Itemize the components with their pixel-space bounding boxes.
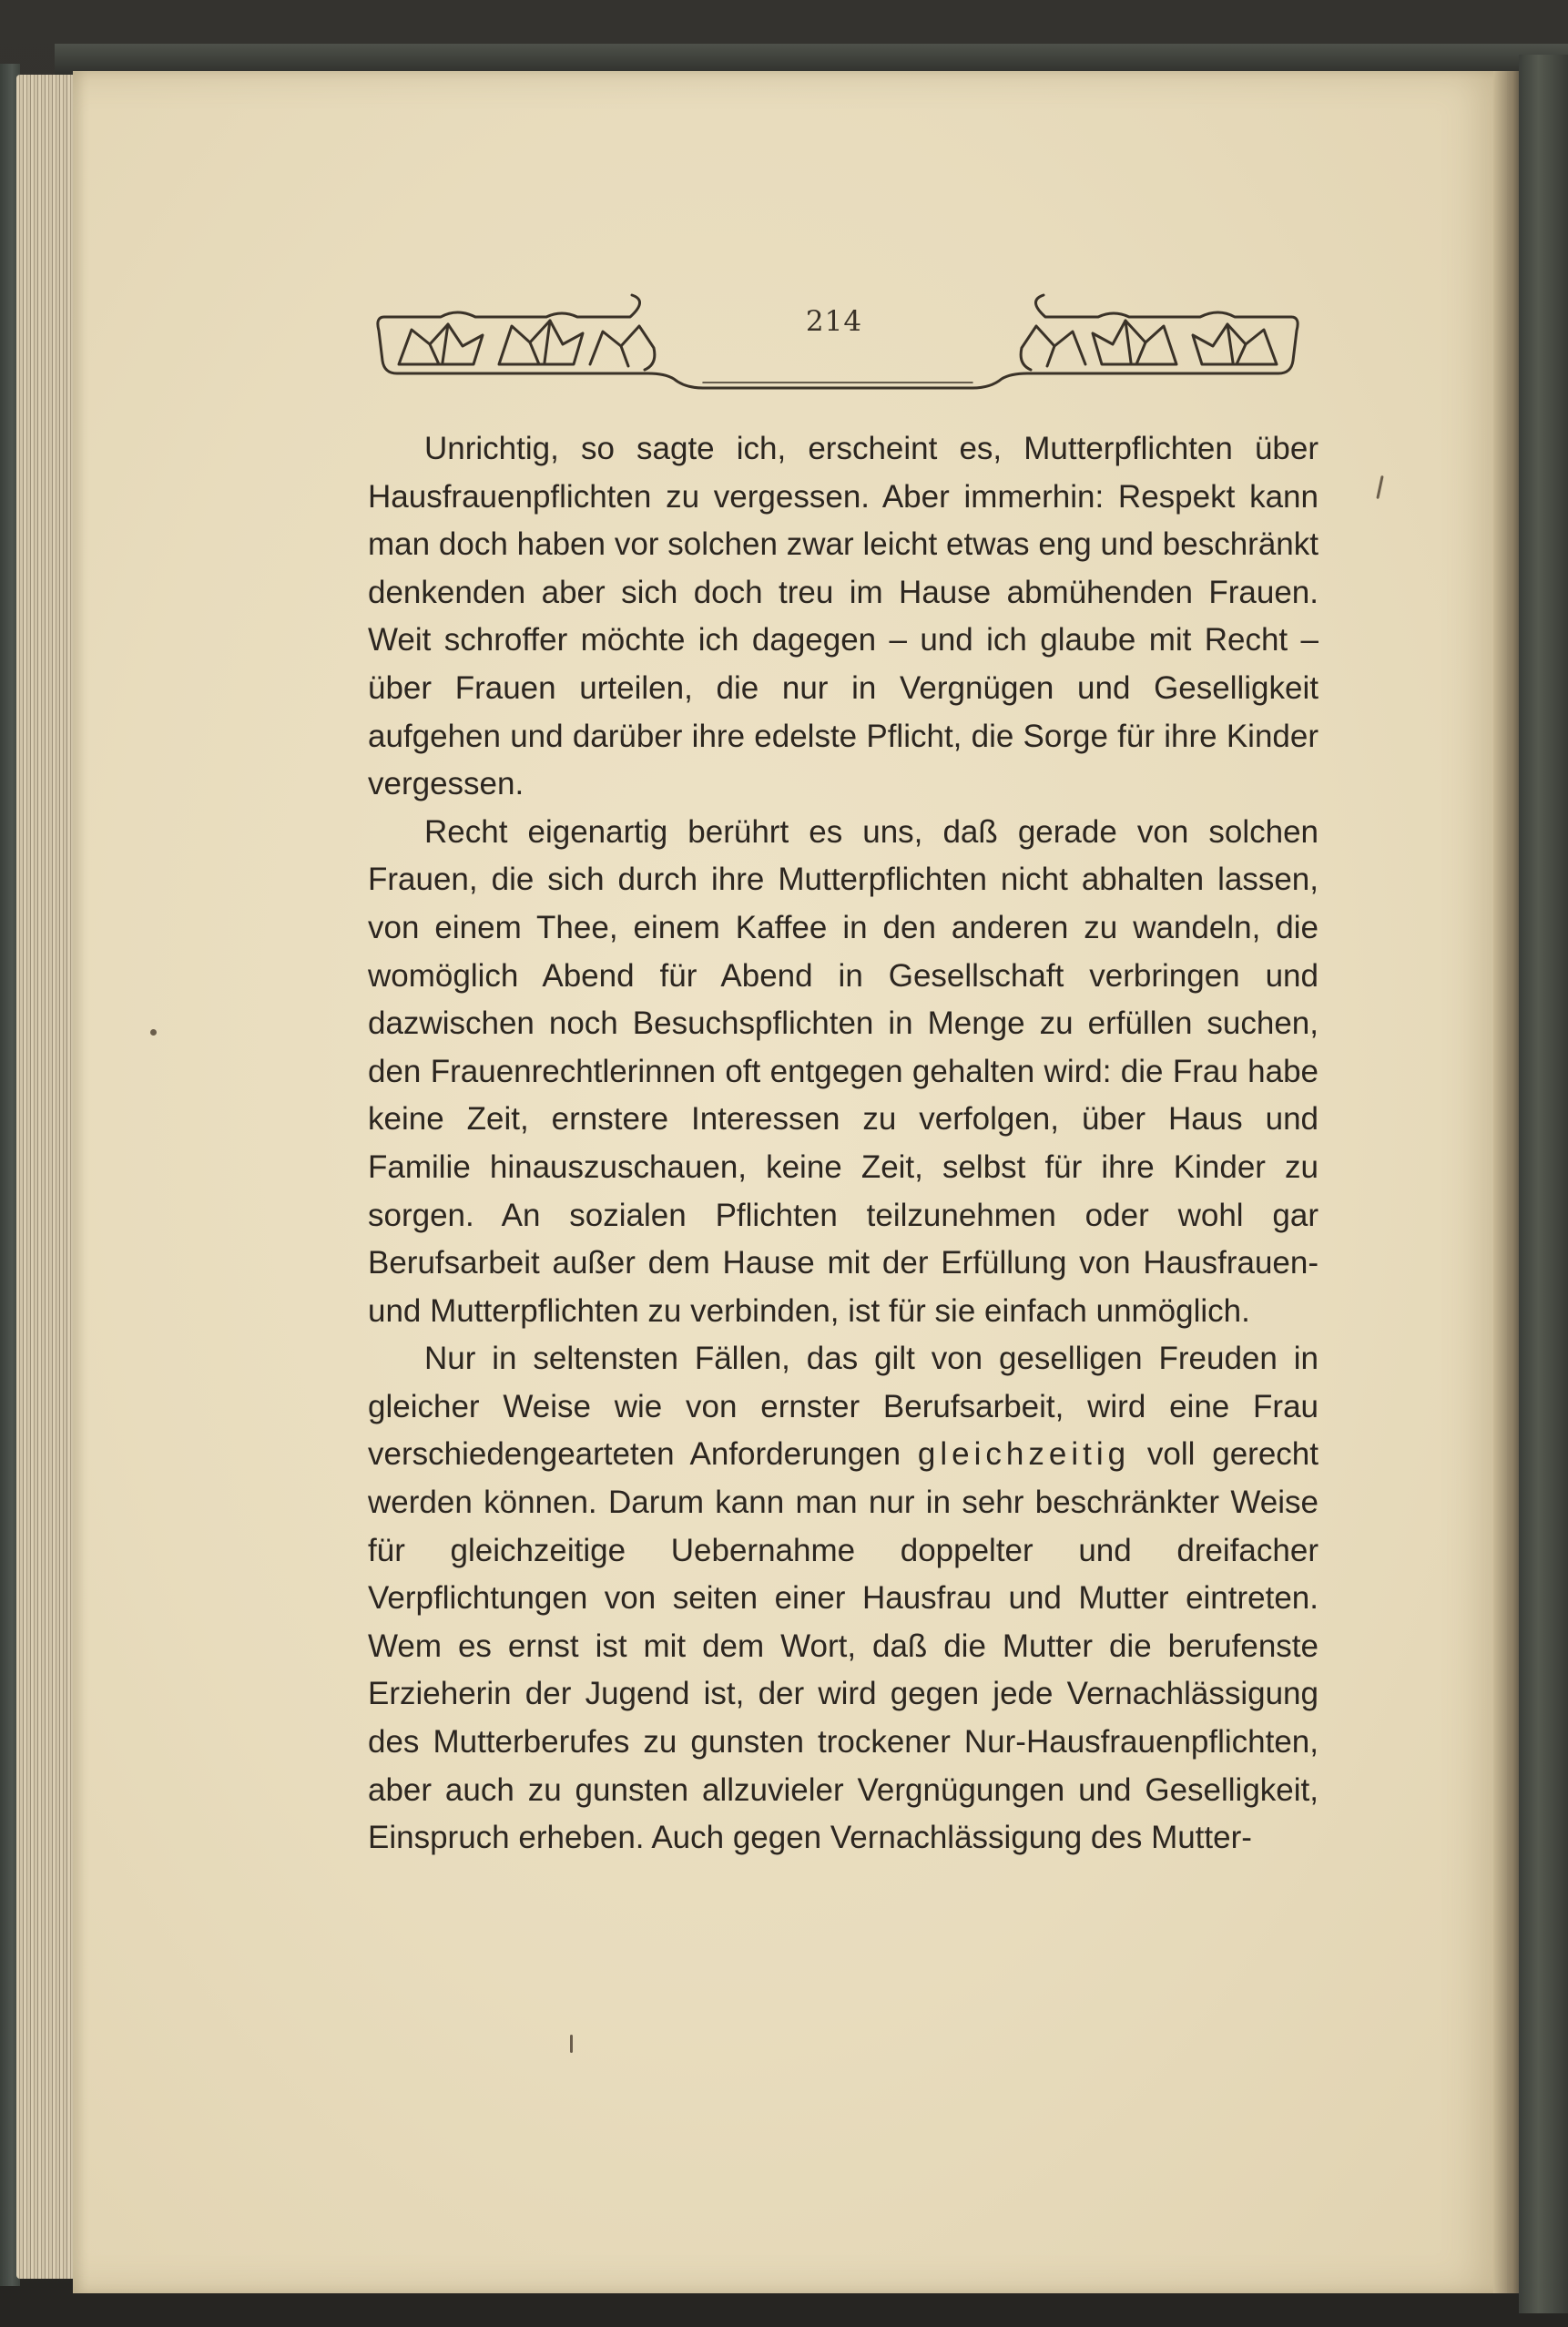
paragraph-1: Unrichtig, so sagte ich, erscheint es, Mutterpflichten über Hausfrauenpflichten zu vergessen. Aber immerhin: Respekt kann man doch haben vor solchen zwar leicht etwas eng und beschränkt denkenden aber sich doch treu im Hause abmühenden Frauen. Weit schroffer möchte ich dagegen – und ich glaube mit Recht – über Frauen urteilen, die nur in Vergnügen und Geselligkeit aufgehen und darüber ihre edelste Pflicht, die Sorge für ihre Kinder vergessen. [368,431,1319,802]
stray-mark [570,2035,573,2053]
body-text [368,425,1319,1863]
page-edges [16,75,78,2279]
book-top-edge [55,44,1568,75]
paragraph-3-part-2: voll gerecht werden können. Darum kann man nur in sehr beschränkter Weise für gleichzeitige Uebernahme doppelter und dreifacher Verpflichtungen von seiten einer Hausfrau und Mutter eintreten. Wem es ernst ist mit dem Wort, daß die Mutter die berufenste Erzieherin der Jugend ist, der wird gegen jede Vernachlässigung des Mutterberufes zu gunsten trockener Nur-Hausfrauenpflichten, aber auch zu gunsten allzuvieler Vergnügungen und Geselligkeit, Einspruch erheben. Auch gegen Vernachlässigung des Mutter- [368,1436,1319,1856]
page-number: 214 [805,305,863,338]
paragraph-3-part-1: Nur in seltensten Fällen, das gilt von geselligen Freuden in gleicher Weise wie von ernster Berufsarbeit, wird eine Frau verschiedengearteten Anforderungen [368,1341,1319,1473]
emphasized-word: gleichzeitig [917,1436,1131,1473]
stray-mark [150,1029,157,1036]
book-cover-right [1519,55,1568,2313]
paragraph-2: Recht eigenartig berührt es uns, daß gerade von solchen Frauen, die sich durch ihre Mutterpflichten nicht abhalten lassen, von einem Thee, einem Kaffee in den anderen zu wandeln, die womöglich Abend für Abend in Gesellschaft verbringen und dazwischen noch Besuchspflichten in Menge zu erfüllen suchen, den Frauenrechtlerinnen oft entgegen gehalten wird: die Frau habe keine Zeit, ernstere Interessen zu verfolgen, über Haus und Familie hinauszuschauen, keine Zeit, selbst für ihre Kinder zu sorgen. An sozialen Pflichten teilzunehmen oder wohl gar Berufsarbeit außer dem Hause mit der Erfüllung von Hausfrauen- und Mutterpflichten zu verbinden, ist für sie einfach unmöglich. [368,813,1319,1329]
page-gutter [1493,71,1521,2293]
paragraph-3 [368,1335,1319,1863]
